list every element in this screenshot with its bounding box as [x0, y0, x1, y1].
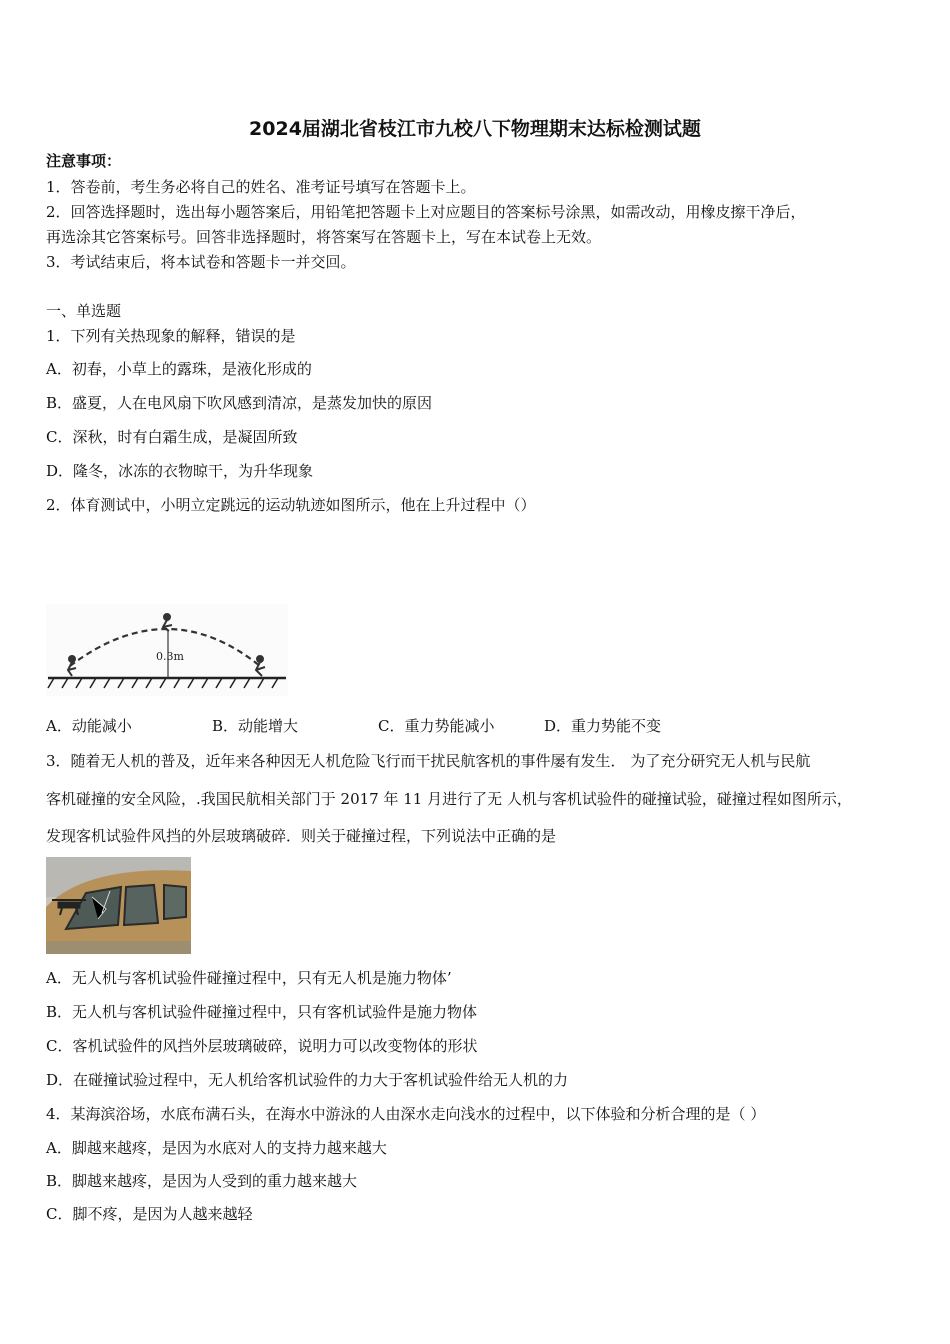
q4-stem: 4．某海滨浴场，水底布满石头，在海水中游泳的人由深水走向浅水的过程中，以下体验和分析合理的是（ ） [46, 1105, 766, 1123]
q1-stem: 1．下列有关热现象的解释，错误的是 [46, 327, 296, 345]
q3-option-d: D．在碰撞试验过程中，无人机给客机试验件的力大于客机试验件给无人机的力 [46, 1071, 569, 1089]
height-label: 0.3m [156, 650, 184, 663]
q3-stem-line: 3．随着无人机的普及，近年来各种因无人机危险飞行而干扰民航客机的事件屡有发生． 为了充分研究无人机与民航 [46, 752, 811, 770]
q1-option-a: A．初春，小草上的露珠，是液化形成的 [46, 360, 312, 378]
page-title: 2024届湖北省枝江市九校八下物理期末达标检测试题 [249, 118, 701, 140]
q2-stem: 2．体育测试中，小明立定跳远的运动轨迹如图所示，他在上升过程中（） [46, 496, 536, 514]
q3-option-b: B．无人机与客机试验件碰撞过程中，只有客机试验件是施力物体 [46, 1003, 478, 1021]
notice-item: 2．回答选择题时，选出每小题答案后，用铅笔把答题卡上对应题目的答案标号涂黑，如需改动，用橡皮擦干净后， [46, 203, 806, 221]
q2-option-d: D．重力势能不变 [544, 717, 662, 735]
drone-collision-photo [46, 857, 191, 954]
q2-option-b: B．动能增大 [212, 717, 299, 735]
q4-option-c: C．脚不疼，是因为人越来越轻 [46, 1205, 253, 1223]
q3-stem-line: 发现客机试验件风挡的外层玻璃破碎．则关于碰撞过程，下列说法中正确的是 [46, 827, 557, 845]
q3-option-a: A．无人机与客机试验件碰撞过程中，只有无人机是施力物体’ [46, 969, 452, 987]
section-heading: 一、单选题 [46, 302, 122, 320]
q3-option-c: C．客机试验件的风挡外层玻璃破碎，说明力可以改变物体的形状 [46, 1037, 478, 1055]
notice-item: 1．答卷前，考生务必将自己的姓名、准考证号填写在答题卡上。 [46, 178, 476, 196]
q4-option-b: B．脚越来越疼，是因为人受到的重力越来越大 [46, 1172, 358, 1190]
q3-stem-line: 客机碰撞的安全风险，.我国民航相关部门于 2017 年 11 月进行了无 人机与客机试验件的碰撞试验，碰撞过程如图所示， [46, 790, 852, 808]
q2-options [46, 716, 926, 736]
notice-item: 3．考试结束后，将本试卷和答题卡一并交回。 [46, 253, 356, 271]
notice-heading: 注意事项： [46, 152, 122, 170]
long-jump-figure [46, 604, 288, 696]
q1-option-b: B．盛夏，人在电风扇下吹风感到清凉，是蒸发加快的原因 [46, 394, 433, 412]
q2-option-c: C．重力势能减小 [378, 717, 495, 735]
q2-option-a: A．动能减小 [46, 717, 132, 735]
notice-item: 再选涂其它答案标号。回答非选择题时，将答案写在答题卡上，写在本试卷上无效。 [46, 228, 602, 246]
q1-option-d: D．隆冬，冰冻的衣物晾干，为升华现象 [46, 462, 314, 480]
q1-option-c: C．深秋，时有白霜生成，是凝固所致 [46, 428, 298, 446]
q4-option-a: A．脚越来越疼，是因为水底对人的支持力越来越大 [46, 1139, 387, 1157]
